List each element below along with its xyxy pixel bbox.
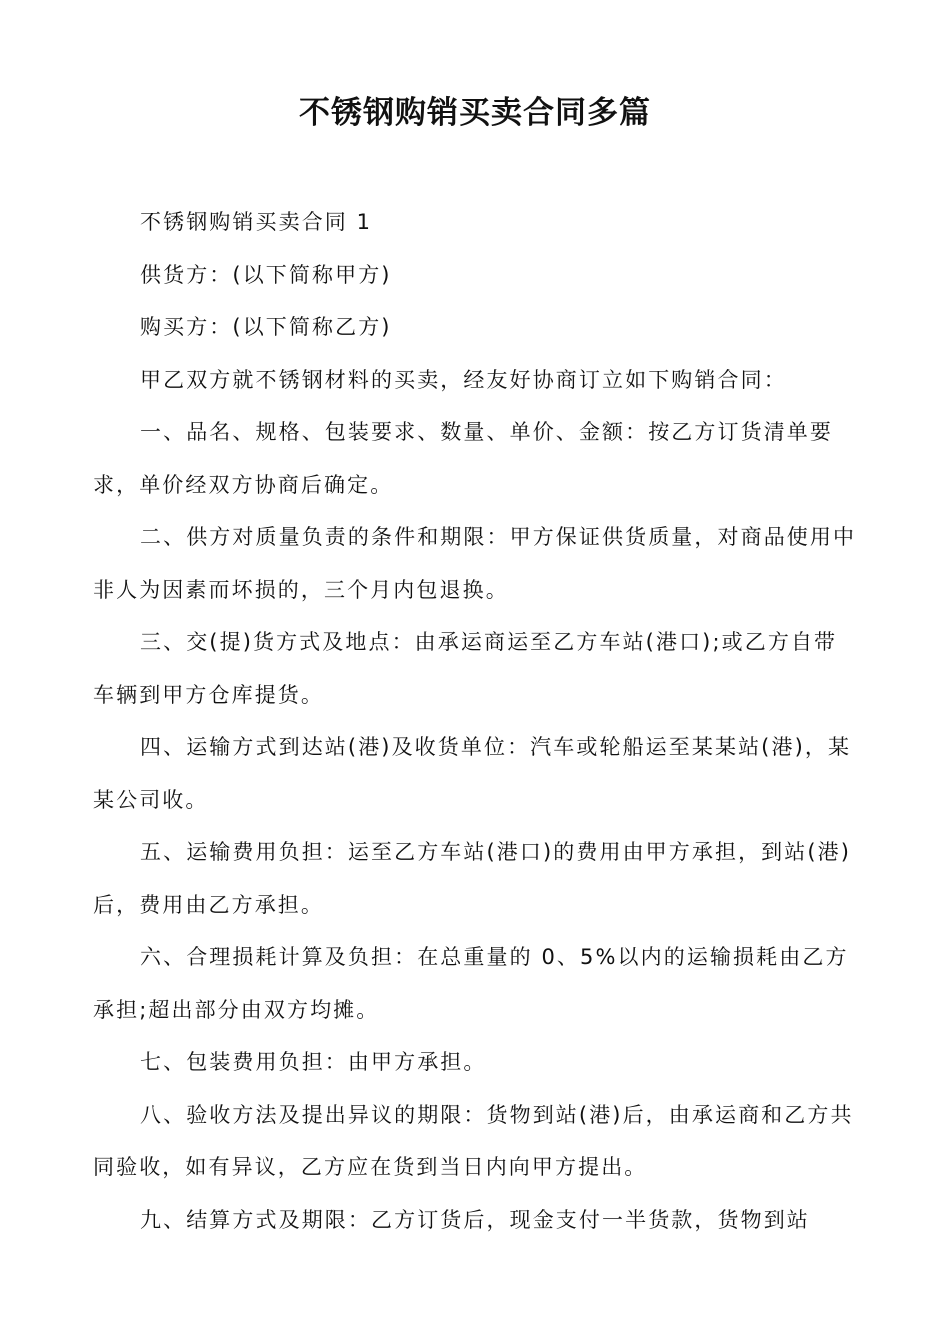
clause-9: 九、结算方式及期限：乙方订货后，现金支付一半货款，货物到站	[140, 1207, 810, 1232]
buyer-line: 购买方：(以下简称乙方)	[140, 315, 392, 339]
clause-7: 七、包装费用负担：由甲方承担。	[140, 1050, 487, 1074]
supplier-line: 供货方：(以下简称甲方)	[140, 262, 392, 287]
clause-8: 八、验收方法及提出异议的期限：货物到站(港)后，由承运商和乙方共同验收，如有异议，乙方应在货到当日内向甲方提出。	[93, 1102, 854, 1179]
clause-1: 一、品名、规格、包装要求、数量、单价、金额：按乙方订货清单要求，单价经双方协商后确定。	[93, 420, 833, 497]
document-body	[93, 196, 858, 1246]
contract-heading: 不锈钢购销买卖合同 1	[140, 210, 373, 234]
clause-2: 二、供方对质量负责的条件和期限：甲方保证供货质量，对商品使用中非人为因素而坏损的，三个月内包退换。	[93, 525, 857, 602]
clause-5: 五、运输费用负担：运至乙方车站(港口)的费用由甲方承担，到站(港)后，费用由乙方承担。	[93, 840, 852, 917]
intro-paragraph: 甲乙双方就不锈钢材料的买卖，经友好协商订立如下购销合同：	[140, 367, 787, 392]
clause-6: 六、合理损耗计算及负担：在总重量的 0、5%以内的运输损耗由乙方承担;超出部分由双方均摊。	[93, 945, 849, 1022]
clause-3: 三、交(提)货方式及地点：由承运商运至乙方车站(港口);或乙方自带车辆到甲方仓库提货。	[93, 630, 838, 707]
clause-4: 四、运输方式到达站(港)及收货单位：汽车或轮船运至某某站(港)，某某公司收。	[93, 735, 852, 812]
document-title: 不锈钢购销买卖合同多篇	[299, 95, 651, 131]
